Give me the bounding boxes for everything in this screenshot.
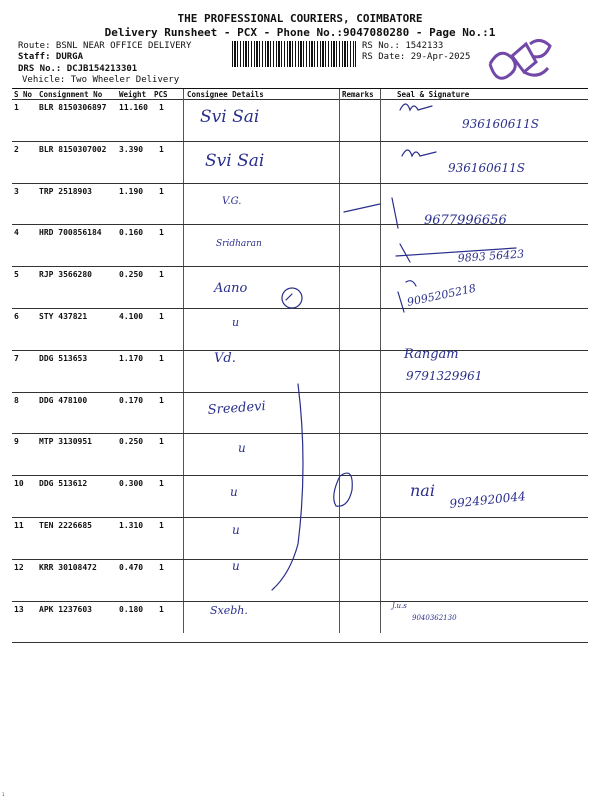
row-rule (12, 517, 588, 518)
row-sno: 8 (14, 395, 19, 405)
row-pcs: 1 (159, 144, 164, 154)
row-sno: 2 (14, 144, 19, 154)
r4-signature-number: 9893 56423 (457, 247, 525, 265)
page-mark: 1 (2, 792, 5, 797)
row-consignment-no: TEN 2226685 (39, 521, 92, 530)
row-pcs: 1 (159, 270, 164, 280)
route: Route: BSNL NEAR OFFICE DELIVERY (18, 41, 192, 51)
r13-signature-name: J.u.s (392, 602, 407, 610)
row-rule (12, 224, 588, 225)
r10-signature-mark (334, 473, 353, 506)
row-rule (12, 559, 588, 560)
r1-signature-number: 936160611S (462, 117, 539, 131)
row-pcs: 1 (159, 562, 164, 572)
row-weight: 1.310 (119, 521, 144, 530)
col-weight: Weight (119, 90, 147, 99)
row-sno: 3 (14, 186, 19, 196)
row-consignment-no: BLR 8150307002 (39, 144, 107, 154)
row-pcs: 1 (159, 604, 164, 614)
row-pcs: 1 (159, 479, 164, 489)
r3-consignee-handwriting: V.G. (222, 196, 242, 207)
row-consignment-no: DDG 513612 (39, 479, 88, 489)
r11-consignee-handwriting: u (232, 523, 240, 537)
r7-signature-name: Rangam (404, 347, 459, 362)
row-weight: 0.250 (119, 437, 144, 447)
col-pcs: PCS (154, 90, 168, 99)
row-consignment-no: MTP 3130951 (39, 437, 92, 447)
row-weight: 11.160 (119, 103, 148, 112)
col-signature: Seal & Signature (397, 90, 470, 99)
r5-signature-number: 9095205218 (405, 281, 478, 309)
row-consignment-no: STY 437821 (39, 312, 88, 321)
col-divider-remarks (339, 89, 340, 633)
row-weight: 3.390 (119, 144, 144, 154)
r2-consignee-handwriting: Svi Sai (205, 151, 265, 171)
row-consignment-no: BLR 8150306897 (39, 103, 107, 112)
row-rule (12, 183, 588, 184)
row-weight: 4.100 (119, 312, 144, 321)
row-sno: 12 (14, 562, 24, 572)
r8-consignee-handwriting: Sreedevi (207, 398, 267, 418)
col-consignment: Consignment No (39, 90, 103, 99)
row-rule (12, 642, 588, 643)
r1-signature-scribble (400, 104, 432, 110)
barcode (232, 41, 356, 67)
r5-consignee-handwriting: Aano (214, 281, 248, 296)
r10-signature-number: 9924920044 (448, 489, 527, 511)
row-rule (12, 392, 588, 393)
row-sno: 6 (14, 312, 19, 321)
r4-consignee-handwriting: Sridharan (216, 239, 262, 249)
row-consignment-no: DDG 513653 (39, 353, 88, 363)
row-sno: 4 (14, 228, 19, 238)
company-title: THE PROFESSIONAL COURIERS, COIMBATORE (177, 12, 423, 25)
row-rule (12, 350, 588, 351)
row-sno: 11 (14, 521, 24, 530)
row-weight: 0.160 (119, 228, 144, 238)
row-weight: 0.250 (119, 270, 144, 280)
r1-consignee-handwriting: Svi Sai (200, 107, 260, 127)
row-sno: 10 (14, 479, 24, 489)
col-remarks: Remarks (342, 90, 374, 99)
r4-signature-strike (396, 244, 516, 262)
r2-signature-scribble (402, 150, 436, 156)
r3-signature-number: 9677996656 (424, 213, 507, 228)
row-pcs: 1 (159, 103, 164, 112)
row-pcs: 1 (159, 353, 164, 363)
row-consignment-no: KRR 30108472 (39, 562, 97, 572)
rs-number: RS No.: 1542133 (362, 41, 444, 51)
row-pcs: 1 (159, 312, 164, 321)
row-sno: 1 (14, 103, 19, 112)
row-consignment-no: HRD 700856184 (39, 228, 102, 238)
drs-number: DRS No.: DCJB154213301 (18, 64, 138, 74)
row-weight: 0.470 (119, 562, 144, 572)
row-consignment-no: RJP 3566280 (39, 270, 92, 280)
row-rule (12, 308, 588, 309)
r2-signature-number: 936160611S (448, 161, 525, 175)
row-pcs: 1 (159, 186, 164, 196)
row-rule (12, 141, 588, 142)
runsheet-subtitle: Delivery Runsheet - PCX - Phone No.:9047080280 - Page No.:1 (104, 26, 496, 39)
row-sno: 9 (14, 437, 19, 447)
vehicle: Vehicle: Two Wheeler Delivery (22, 75, 180, 85)
row-pcs: 1 (159, 228, 164, 238)
row-rule (12, 475, 588, 476)
row-weight: 0.300 (119, 479, 144, 489)
r13-consignee-handwriting: Sxebh. (210, 604, 248, 617)
row-weight: 1.190 (119, 186, 144, 196)
table-top-rule (12, 88, 588, 89)
r10-signature-name: nai (410, 481, 435, 500)
r6-consignee-handwriting: u (232, 316, 240, 329)
col-divider-signature (380, 89, 381, 633)
col-divider-consignee (183, 89, 184, 633)
r7-consignee-handwriting: Vd. (214, 351, 236, 366)
rs-date: RS Date: 29-Apr-2025 (362, 52, 471, 62)
row-rule (12, 433, 588, 434)
row-consignment-no: TRP 2518903 (39, 186, 92, 196)
row-consignment-no: DDG 478100 (39, 395, 88, 405)
row-rule (12, 601, 588, 602)
r12-consignee-handwriting: u (232, 559, 240, 573)
r5-circle-mark (282, 288, 302, 308)
row-sno: 7 (14, 353, 19, 363)
row-consignment-no: APK 1237603 (39, 604, 92, 614)
header-bottom-rule (12, 99, 588, 100)
seal-stamp (490, 40, 550, 78)
row-weight: 0.170 (119, 395, 144, 405)
row-weight: 1.170 (119, 353, 144, 363)
staff: Staff: DURGA (18, 52, 84, 62)
r13-signature-number: 9040362130 (412, 614, 457, 622)
col-consignee: Consignee Details (187, 90, 264, 99)
row-weight: 0.180 (119, 604, 144, 614)
row-sno: 5 (14, 270, 19, 280)
row-pcs: 1 (159, 521, 164, 530)
r9-consignee-handwriting: u (238, 441, 246, 455)
row-pcs: 1 (159, 437, 164, 447)
col-sno: S No (14, 90, 33, 99)
r7-signature-number: 9791329961 (406, 369, 483, 383)
row-pcs: 1 (159, 395, 164, 405)
row-rule (12, 266, 588, 267)
row-sno: 13 (14, 604, 24, 614)
r10-consignee-handwriting: u (230, 485, 238, 499)
